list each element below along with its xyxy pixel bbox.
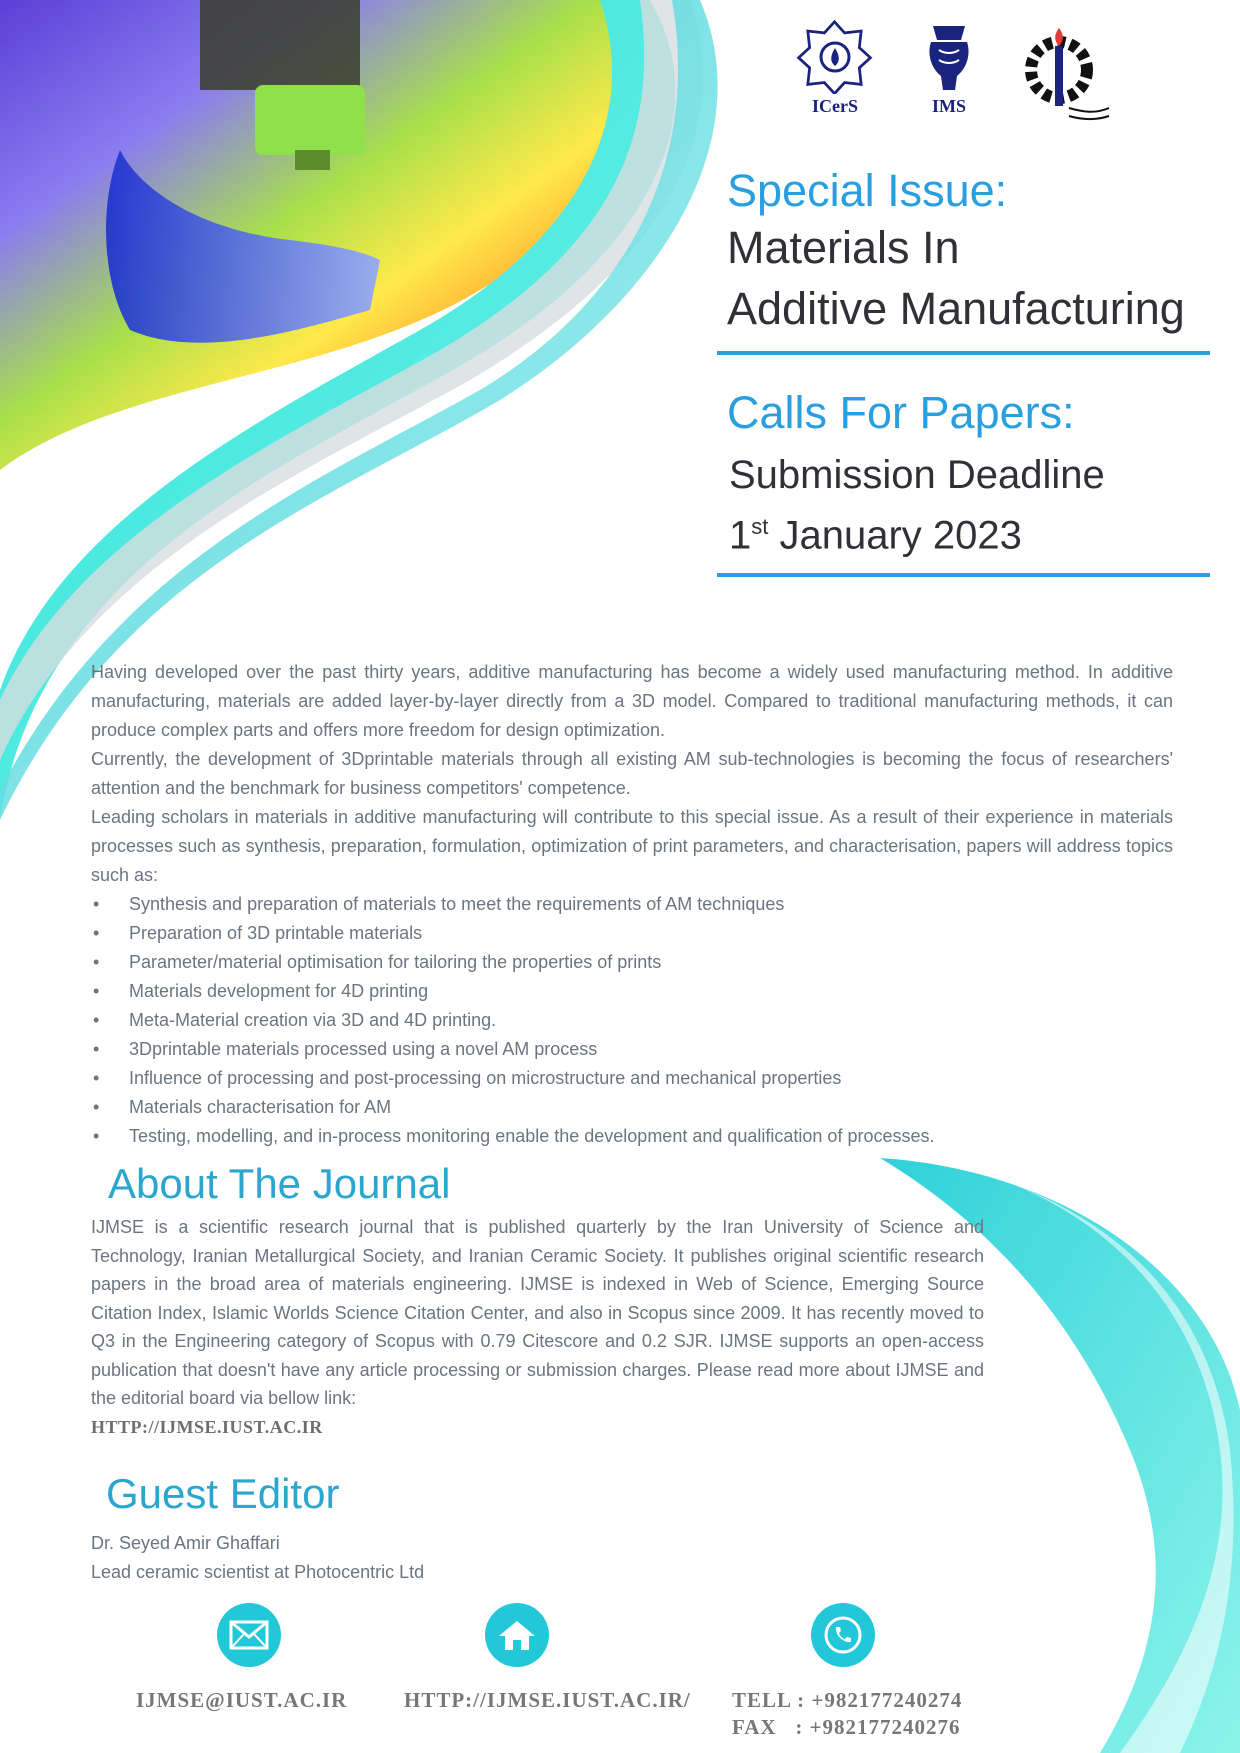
partner-logos [790,20,1108,124]
topic-item: • Influence of processing and post-processing on microstructure and mechanical properties [91,1064,1173,1093]
issue-title-line1: Materials In [727,222,960,273]
icers-emblem-icon [794,20,876,94]
guest-editor-name: Dr. Seyed Amir Ghaffari [91,1533,280,1553]
iust-logo [1018,20,1108,124]
iust-emblem-icon [1013,20,1113,124]
intro-section [91,658,1173,1151]
deadline-suffix: st [751,514,769,539]
home-icon[interactable] [485,1603,549,1667]
topic-item: • Synthesis and preparation of materials to meet the requirements of AM techniques [91,890,1173,919]
topic-item: • Preparation of 3D printable materials [91,919,1173,948]
intro-paragraph-1: Having developed over the past thirty years, additive manufacturing has become a widely used manufacturing method. In additive manufacturing, materials are added layer-by-layer directly from a 3D model. Compared to traditional manufacturing methods, it can produce complex parts and offers more freedom for design optimization. [91,662,1173,740]
deadline-label: Submission Deadline [729,453,1105,497]
topic-item: • Meta-Material creation via 3D and 4D printing. [91,1006,1173,1035]
guest-editor-info [91,1529,424,1587]
contact-tel: TELL : +982177240274 [732,1688,963,1712]
guest-editor-role: Lead ceramic scientist at Photocentric Ltd [91,1562,425,1582]
about-paragraph: IJMSE is a scientific research journal that is published quarterly by the Iran University of Science and Technology, Iranian Metallurgical Society, and Iranian Ceramic Society. It publishes original scientific research papers in the broad area of materials engineering. IJMSE is indexed in Web of Science, Emerging Source Citation Index, Islamic Worlds Science Citation Center, and also in Scopus since 2009. It has recently moved to Q3 in the Engineering category of Scopus with 0.79 Citescore and 0.2 SJR. IJMSE supports an open-access publication that doesn't have any article processing or submission charges. Please read more about IJMSE and the editorial board via bellow link: [91,1217,984,1408]
icers-logo [790,20,880,117]
deadline-divider [717,573,1210,577]
title-block [717,165,1213,577]
ims-logo-label: IMS [931,96,966,116]
guest-editor-heading: Guest Editor [106,1470,340,1517]
mail-icon[interactable] [217,1603,281,1667]
topic-item: • Materials development for 4D printing [91,977,1173,1006]
intro-paragraph-2: Currently, the development of 3Dprintable materials through all existing AM sub-technologies is becoming the focus of researchers' attention and the benchmark for business competitors' competence. [91,749,1173,798]
special-issue-label: Special Issue: [727,165,1008,216]
contact-website[interactable]: HTTP://IJMSE.IUST.AC.IR/ [404,1688,691,1712]
contact-email[interactable]: IJMSE@IUST.AC.IR [136,1688,348,1712]
ims-emblem-icon [919,20,979,94]
about-section [91,1213,984,1441]
topic-item: • Materials characterisation for AM [91,1093,1173,1122]
icers-logo-label: ICerS [812,96,858,116]
deadline-month-year: January 2023 [779,513,1022,558]
about-heading: About The Journal [108,1160,451,1207]
ims-logo [904,20,994,117]
calls-for-papers-label: Calls For Papers: [727,387,1075,438]
deadline-date [717,501,1213,561]
issue-title-line2: Additive Manufacturing [727,283,1185,334]
journal-link[interactable]: HTTP://IJMSE.IUST.AC.IR [91,1416,323,1437]
intro-paragraph-3: Leading scholars in materials in additive manufacturing will contribute to this special issue. As a result of their experience in materials processes such as synthesis, preparation, formulation, optimization of print parameters, and characterisation, papers will address topics such as: [91,807,1173,885]
title-divider [717,351,1210,355]
topic-item: • Parameter/material optimisation for tailoring the properties of prints [91,948,1173,977]
phone-icon[interactable] [811,1603,875,1667]
topic-item: • Testing, modelling, and in-process monitoring enable the development and qualification of processes. [91,1122,1173,1151]
contact-fax: FAX : +982177240276 [732,1715,961,1739]
deadline-day: 1 [729,513,752,558]
topic-item: • 3Dprintable materials processed using a novel AM process [91,1035,1173,1064]
topic-list [91,890,1173,1151]
